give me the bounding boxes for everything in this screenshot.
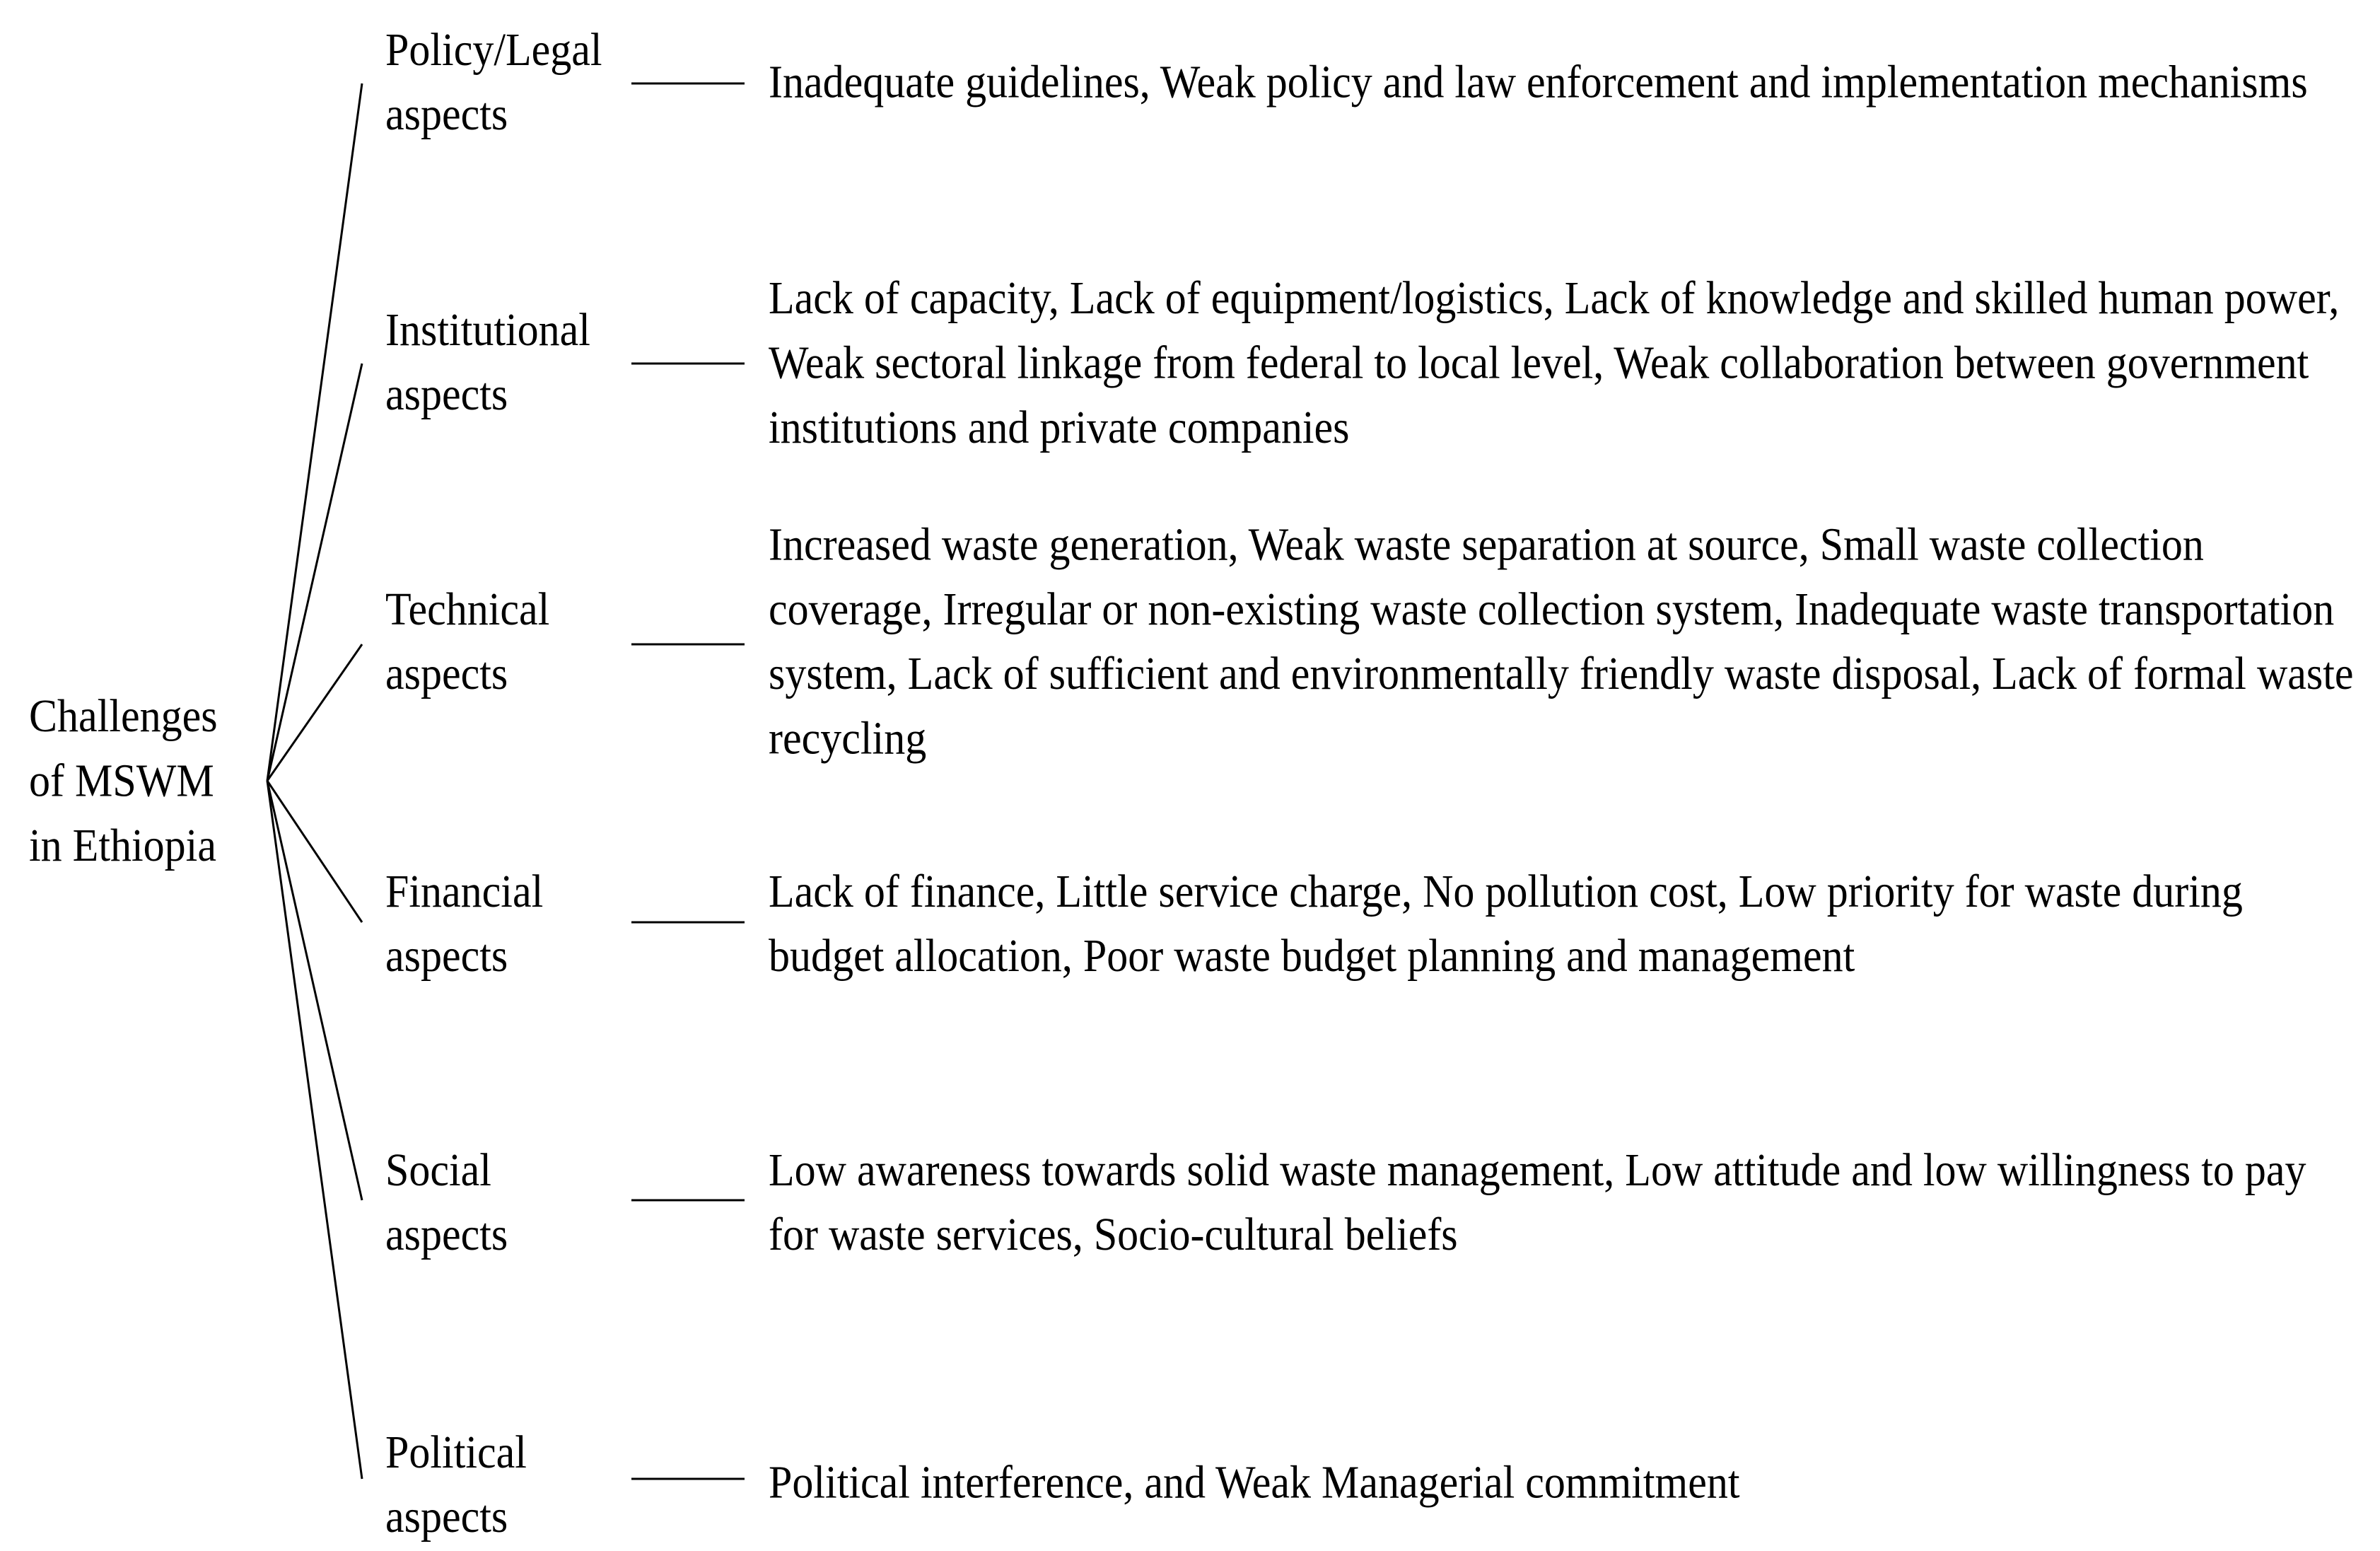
category-label-technical <box>385 577 549 707</box>
category-label-social <box>385 1138 508 1267</box>
root-label-line: in Ethiopia <box>29 819 216 871</box>
category-label-line: Technical <box>385 583 550 635</box>
category-label-line: Financial <box>385 865 544 917</box>
root-label-line: Challenges <box>29 690 218 742</box>
description-line: Increased waste generation, Weak waste separation at source, Small waste collection <box>769 518 2204 570</box>
root-label <box>29 684 218 878</box>
category-label-line: aspects <box>385 1490 508 1543</box>
description-line: Inadequate guidelines, Weak policy and law enforcement and implementation mechanisms <box>769 56 2308 108</box>
root-label-line: of MSWM <box>29 755 214 806</box>
category-label-financial <box>385 859 543 989</box>
category-label-line: aspects <box>385 647 508 699</box>
category-label-line: aspects <box>385 929 508 982</box>
category-label-line: Policy/Legal <box>385 23 602 76</box>
description-line: recycling <box>769 712 927 764</box>
category-label-line: Social <box>385 1144 491 1196</box>
category-label-line: Institutional <box>385 303 590 356</box>
description-line: Lack of capacity, Lack of equipment/logistics, Lack of knowledge and skilled human power, <box>769 272 2340 324</box>
category-label-institutional <box>385 298 590 427</box>
category-label-line: aspects <box>385 1208 508 1260</box>
category-label-policy <box>385 18 602 147</box>
category-label-line: aspects <box>385 88 508 140</box>
description-line: budget allocation, Poor waste budget planning and management <box>769 929 1855 982</box>
description-line: Weak sectoral linkage from federal to local level, Weak collaboration between government <box>769 337 2309 388</box>
description-technical <box>769 512 2354 770</box>
description-line: system, Lack of sufficient and environmentally friendly waste disposal, Lack of formal waste <box>769 647 2354 699</box>
description-line: Lack of finance, Little service charge, No pollution cost, Low priority for waste during <box>769 865 2243 917</box>
branch-line-financial <box>267 781 362 922</box>
description-line: Political interference, and Weak Managerial commitment <box>769 1456 1740 1508</box>
description-political <box>769 1450 1740 1514</box>
category-label-line: aspects <box>385 368 508 420</box>
description-financial <box>769 859 2243 989</box>
description-line: Low awareness towards solid waste management, Low attitude and low willingness to pay <box>769 1144 2306 1196</box>
branch-line-policy <box>267 83 362 781</box>
description-social <box>769 1138 2306 1267</box>
description-line: coverage, Irregular or non-existing waste collection system, Inadequate waste transportation <box>769 583 2335 635</box>
branch-line-political <box>267 781 362 1479</box>
branch-line-technical <box>267 644 362 781</box>
description-line: institutions and private companies <box>769 401 1350 453</box>
description-institutional <box>769 266 2339 460</box>
description-policy <box>769 50 2308 114</box>
description-line: for waste services, Socio-cultural beliefs <box>769 1208 1458 1260</box>
category-label-political <box>385 1420 527 1550</box>
category-label-line: Political <box>385 1426 527 1478</box>
